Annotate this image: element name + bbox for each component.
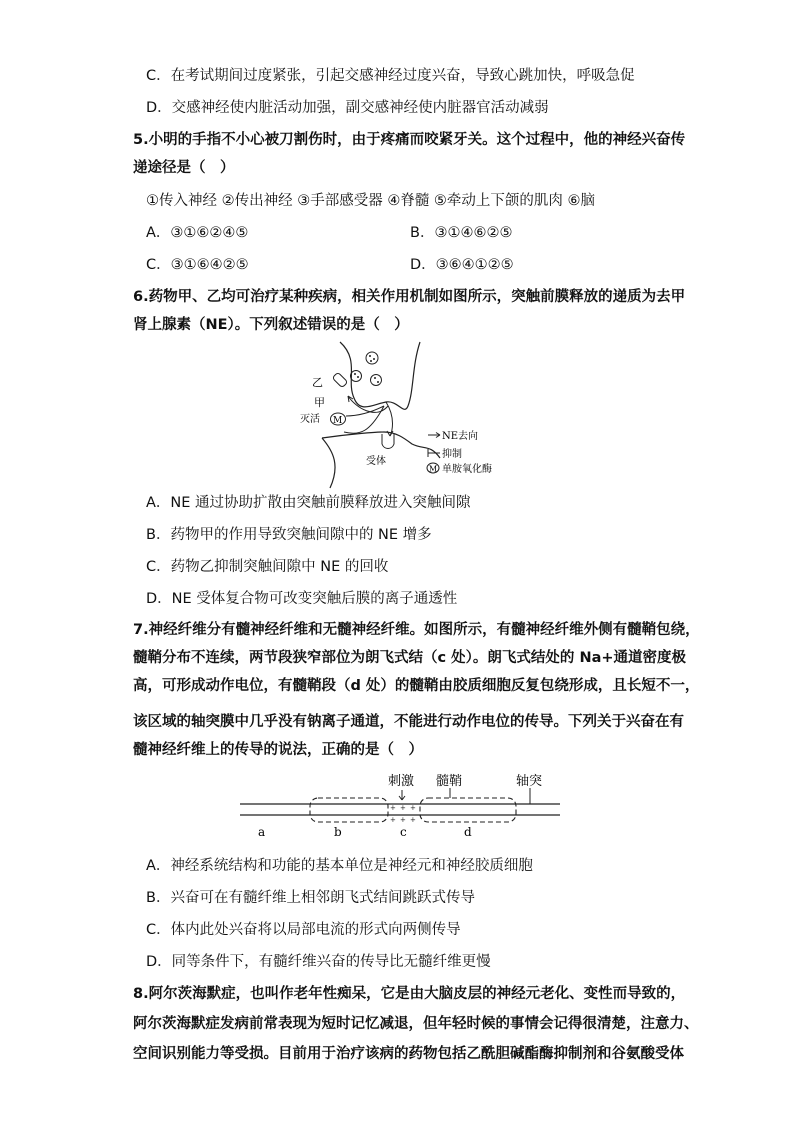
svg-text:+: +	[410, 804, 416, 812]
inhibit-line	[346, 406, 384, 416]
myelin-segment-d	[420, 798, 516, 822]
legend-inhibit: 抑制	[442, 449, 462, 460]
transporter	[332, 372, 348, 388]
label-a: a	[258, 825, 266, 839]
label-stimulus: 刺激	[388, 774, 415, 789]
svg-text:+: +	[400, 816, 406, 824]
q8-stem-line-2: 阿尔茨海默症发病前常表现为短时记忆减退，但年轻时候的事情会记得很清楚，注意力、	[133, 1016, 699, 1032]
synapse-figure	[300, 340, 540, 490]
label-receptor: 受体	[366, 456, 386, 467]
q7-option-c: C．体内此处兴奋将以局部电流的形式向两侧传导	[146, 922, 461, 938]
q4-option-c: C．在考试期间过度紧张，引起交感神经过度兴奋，导致心跳加快，呼吸急促	[146, 68, 635, 84]
label-yi: 乙	[312, 376, 323, 389]
q8-stem-line-3: 空间识别能力等受损。目前用于治疗该病的药物包括乙酰胆碱酯酶抑制剂和谷氨酸受体	[133, 1046, 684, 1062]
label-c: c	[400, 825, 407, 839]
q6-stem-line-1: 6.药物甲、乙均可治疗某种疾病，相关作用机制如图所示，突触前膜释放的递质为去甲	[133, 289, 686, 305]
myelinated-fiber-figure	[240, 770, 560, 842]
vesicles	[351, 352, 382, 386]
q5-stem-line-2: 递途径是（ ）	[133, 160, 235, 176]
q4-option-d: D．交感神经使内脏活动加强，副交感神经使内脏器官活动减弱	[146, 100, 549, 116]
label-myelin: 髓鞘	[436, 774, 463, 789]
label-axon: 轴突	[516, 774, 543, 789]
q7-option-a: A．神经系统结构和功能的基本单位是神经元和神经胶质细胞	[146, 858, 533, 874]
q7-stem-line-5: 髓神经纤维上的传导的说法，正确的是（ ）	[133, 742, 423, 758]
q5-option-c: C．③①⑥④②⑤	[146, 257, 249, 273]
svg-text:M: M	[333, 416, 343, 426]
q5-option-b: B．③①④⑥②⑤	[410, 225, 513, 241]
q8-stem-line-1: 8.阿尔茨海默症，也叫作老年性痴呆，它是由大脑皮层的神经元老化、变性而导致的，	[133, 986, 686, 1002]
label-b: b	[334, 825, 342, 839]
q6-option-a: A．NE 通过协助扩散由突触前膜释放进入突触间隙	[146, 495, 471, 511]
svg-text:+: +	[410, 816, 416, 824]
q6-option-b: B．药物甲的作用导致突触间隙中的 NE 增多	[146, 527, 432, 543]
q6-stem-line-2: 肾上腺素（NE）。下列叙述错误的是（ ）	[133, 317, 409, 333]
svg-text:+: +	[390, 804, 396, 812]
q6-option-d: D．NE 受体复合物可改变突触后膜的离子通透性	[146, 591, 458, 607]
q5-items: ①传入神经 ②传出神经 ③手部感受器 ④脊髓 ⑤牵动上下颌的肌肉 ⑥脑	[146, 193, 596, 209]
q5-stem-line-1: 5.小明的手指不小心被刀割伤时，由于疼痛而咬紧牙关。这个过程中，他的神经兴奋传	[133, 132, 686, 148]
q6-option-c: C．药物乙抑制突触间隙中 NE 的回收	[146, 559, 389, 575]
receptor	[382, 434, 394, 449]
q5-option-a: A．③①⑥②④⑤	[146, 225, 249, 241]
label-miehuo: 灭活	[300, 414, 320, 425]
svg-text:+: +	[400, 804, 406, 812]
q7-stem-line-2: 髓鞘分布不连续，两节段狭窄部位为朗飞式结（c 处）。朗飞式结处的 Na+通道密度极	[133, 650, 687, 666]
label-d: d	[464, 825, 472, 839]
legend-ne: NE去向	[442, 431, 479, 442]
q5-option-d: D．③⑥④①②⑤	[410, 257, 514, 273]
q7-stem-line-4: 该区域的轴突膜中几乎没有钠离子通道，不能进行动作电位的传导。下列关于兴奋在有	[133, 714, 684, 730]
myelin-segment-b	[310, 798, 388, 822]
q7-stem-line-3: 高，可形成动作电位，有髓鞘段（d 处）的髓鞘由胶质细胞反复包绕形成，且长短不一，	[133, 678, 700, 694]
svg-text:M: M	[429, 464, 438, 474]
legend-enzyme: 单胺氧化酶	[442, 464, 492, 475]
label-jia: 甲	[314, 396, 325, 409]
svg-text:+: +	[390, 816, 396, 824]
q7-option-d: D．同等条件下，有髓纤维兴奋的传导比无髓纤维更慢	[146, 954, 491, 970]
q7-stem-line-1: 7.神经纤维分有髓神经纤维和无髓神经纤维。如图所示，有髓神经纤维外侧有髓鞘包绕，	[133, 622, 700, 638]
node-charges	[390, 804, 416, 824]
q7-option-b: B．兴奋可在有髓纤维上相邻朗飞式结间跳跃式传导	[146, 890, 475, 906]
